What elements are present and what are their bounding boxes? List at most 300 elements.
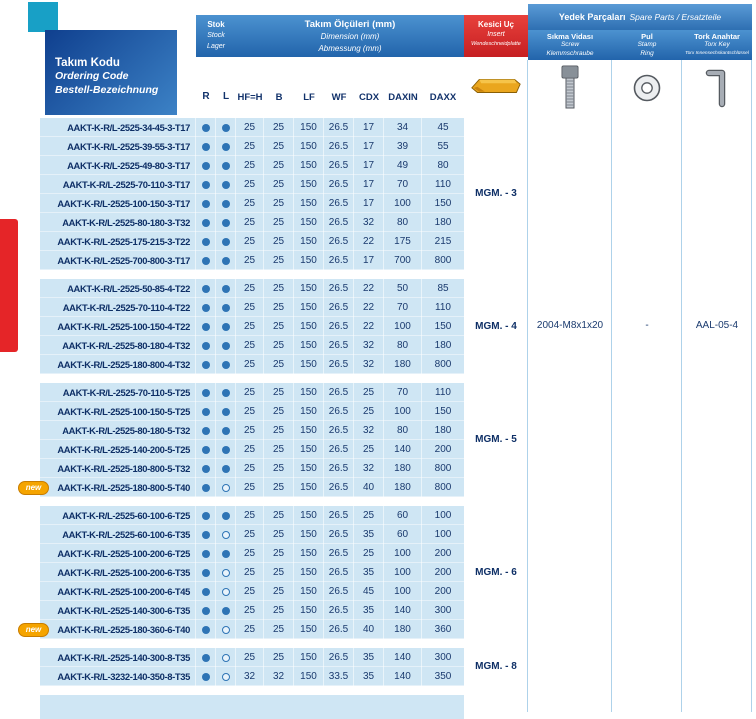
new-badge: new	[18, 481, 49, 495]
screw-title-de: Klemmschraube	[546, 49, 594, 57]
dim-lf: 150	[294, 601, 324, 620]
dim-cdx: 17	[354, 251, 384, 270]
torx-key-code: AAL-05-4	[695, 320, 739, 331]
insert-type-label: MGM. - 4	[475, 320, 517, 332]
dim-cdx: 25	[354, 544, 384, 563]
catalog-row	[40, 336, 464, 355]
dim-hf-h: 32	[236, 667, 264, 686]
dim-daxin: 60	[384, 525, 422, 544]
screw-part-number: 2004-M8x1x20	[536, 320, 604, 331]
dim-hf-h: 25	[236, 355, 264, 374]
dim-b: 25	[264, 544, 294, 563]
r-stock-dot	[202, 257, 210, 265]
dim-daxin: 100	[384, 402, 422, 421]
l-stock-dot	[222, 626, 230, 634]
dim-wf: 26.5	[324, 156, 354, 175]
dim-daxx: 100	[434, 529, 452, 540]
dim-wf: 33.5	[324, 667, 354, 686]
row-group	[25, 506, 464, 639]
l-stock-dot	[222, 569, 230, 577]
ordering-code: AAKT-K-R/L-2525-180-800-5-T40	[40, 478, 196, 497]
dim-wf: 26.5	[324, 440, 354, 459]
dim-lf: 150	[294, 459, 324, 478]
l-stock-cell	[216, 440, 236, 459]
dimensions-title-tr: Takım Ölçüleri (mm)	[304, 19, 396, 30]
r-stock-dot	[202, 654, 210, 662]
r-stock-cell	[196, 355, 216, 374]
l-stock-cell	[216, 667, 236, 686]
dim-daxin: 100	[384, 582, 422, 601]
dim-b: 25	[264, 478, 294, 497]
dim-hf-h: 25	[236, 383, 264, 402]
stock-title-tr: Stok	[207, 20, 225, 29]
dim-daxx: 300	[434, 652, 452, 663]
screw-header	[528, 30, 612, 60]
dim-hf-h: 25	[236, 459, 264, 478]
dim-b: 25	[264, 156, 294, 175]
insert-image-cell	[464, 57, 528, 115]
dim-lf: 150	[294, 440, 324, 459]
ordering-code: AAKT-K-R/L-2525-70-110-4-T22	[40, 298, 196, 317]
r-stock-cell	[196, 156, 216, 175]
dim-cdx: 22	[354, 298, 384, 317]
dim-cdx: 17	[354, 118, 384, 137]
dim-daxin: 140	[384, 601, 422, 620]
l-stock-cell	[216, 620, 236, 639]
dim-wf: 26.5	[324, 175, 354, 194]
r-stock-dot	[202, 465, 210, 473]
dimensions-title-en: Dimension (mm)	[320, 32, 380, 41]
dim-b: 25	[264, 118, 294, 137]
r-stock-cell	[196, 648, 216, 667]
dim-b: 25	[264, 175, 294, 194]
dim-lf: 150	[294, 317, 324, 336]
ordering-code-title-de: Bestell-Bezeichnung	[55, 83, 159, 96]
col-lf-label: LF	[303, 91, 315, 103]
dim-b: 25	[264, 194, 294, 213]
catalog-row	[40, 667, 464, 686]
r-stock-cell	[196, 440, 216, 459]
dim-daxx: 110	[435, 179, 451, 190]
dim-b: 25	[264, 336, 294, 355]
ordering-code: AAKT-K-R/L-2525-100-200-6-T45	[40, 582, 196, 601]
dim-b: 25	[264, 440, 294, 459]
dim-daxx: 215	[434, 236, 452, 247]
dim-b: 25	[264, 525, 294, 544]
catalog-row	[40, 383, 464, 402]
dim-wf: 26.5	[324, 279, 354, 298]
dimension-column-labels	[236, 57, 464, 115]
dim-hf-h: 25	[236, 544, 264, 563]
dim-lf: 150	[294, 232, 324, 251]
row-group	[40, 279, 464, 374]
r-stock-cell	[196, 213, 216, 232]
col-l-label: L	[222, 90, 230, 102]
dim-wf: 26.5	[324, 582, 354, 601]
l-stock-dot	[222, 143, 230, 151]
col-daxx-label: DAXX	[429, 91, 457, 103]
ordering-code: AAKT-K-R/L-2525-175-215-3-T22	[40, 232, 196, 251]
l-stock-cell	[216, 213, 236, 232]
ordering-code: AAKT-K-R/L-2525-700-800-3-T17	[40, 251, 196, 270]
catalog-row	[25, 620, 464, 639]
r-stock-dot	[202, 484, 210, 492]
dim-lf: 150	[294, 667, 324, 686]
torx-header	[682, 30, 752, 60]
catalog-row	[40, 251, 464, 270]
l-stock-dot	[222, 408, 230, 416]
col-b-label: B	[275, 91, 283, 103]
dim-cdx: 32	[354, 459, 384, 478]
screw-icon-cell	[528, 60, 612, 115]
catalog-row	[40, 544, 464, 563]
screw-icon	[558, 65, 582, 111]
l-stock-dot	[222, 465, 230, 473]
catalog-row	[40, 298, 464, 317]
r-stock-dot	[202, 238, 210, 246]
catalog-row	[40, 648, 464, 667]
r-stock-cell	[196, 175, 216, 194]
r-stock-dot	[202, 512, 210, 520]
dim-daxx: 800	[434, 359, 452, 370]
dim-hf-h: 25	[236, 525, 264, 544]
dim-daxin: 100	[384, 194, 422, 213]
l-stock-dot	[222, 323, 230, 331]
r-stock-dot	[202, 626, 210, 634]
dim-hf-h: 25	[236, 478, 264, 497]
dim-cdx: 22	[354, 279, 384, 298]
insert-header	[464, 15, 528, 57]
r-stock-cell	[196, 421, 216, 440]
dim-lf: 150	[294, 156, 324, 175]
dim-lf: 150	[294, 194, 324, 213]
ordering-code-title-en: Ordering Code	[55, 70, 129, 82]
ordering-code: AAKT-K-R/L-2525-49-80-3-T17	[40, 156, 196, 175]
dim-cdx: 25	[354, 440, 384, 459]
l-stock-dot	[222, 550, 230, 558]
dim-hf-h: 25	[236, 175, 264, 194]
spare-parts-title-en-de: Spare Parts / Ersatzteile	[629, 12, 722, 22]
ordering-code: AAKT-K-R/L-2525-140-300-6-T35	[40, 601, 196, 620]
dimensions-title-de: Abmessung (mm)	[318, 44, 382, 53]
dim-lf: 150	[294, 506, 324, 525]
table-footer-strip	[40, 695, 464, 719]
l-stock-dot	[222, 484, 230, 492]
l-stock-dot	[222, 427, 230, 435]
dim-b: 25	[264, 620, 294, 639]
r-stock-cell	[196, 563, 216, 582]
dim-lf: 150	[294, 648, 324, 667]
l-stock-cell	[216, 251, 236, 270]
l-stock-cell	[216, 279, 236, 298]
l-stock-cell	[216, 506, 236, 525]
dim-hf-h: 25	[236, 648, 264, 667]
dim-b: 25	[264, 383, 294, 402]
col-hf-label: HF=H	[237, 91, 263, 103]
catalog-row	[40, 421, 464, 440]
dim-lf: 150	[294, 383, 324, 402]
r-stock-cell	[196, 232, 216, 251]
l-stock-dot	[222, 304, 230, 312]
r-stock-cell	[196, 667, 216, 686]
dim-hf-h: 25	[236, 506, 264, 525]
r-stock-dot	[202, 181, 210, 189]
l-stock-cell	[216, 175, 236, 194]
dim-wf: 26.5	[324, 213, 354, 232]
r-stock-dot	[202, 550, 210, 558]
dim-b: 25	[264, 279, 294, 298]
dim-daxx: 350	[434, 671, 452, 682]
r-stock-dot	[202, 200, 210, 208]
dim-b: 25	[264, 582, 294, 601]
dim-cdx: 17	[354, 175, 384, 194]
l-stock-dot	[222, 588, 230, 596]
dim-daxin: 180	[384, 478, 422, 497]
r-stock-cell	[196, 118, 216, 137]
dim-hf-h: 25	[236, 440, 264, 459]
ordering-code: AAKT-K-R/L-2525-180-360-6-T40	[40, 620, 196, 639]
l-stock-cell	[216, 137, 236, 156]
r-stock-dot	[202, 607, 210, 615]
ordering-code: AAKT-K-R/L-2525-100-150-5-T25	[40, 402, 196, 421]
dim-daxx: 800	[434, 255, 452, 266]
row-group	[40, 118, 464, 270]
dim-cdx: 35	[354, 563, 384, 582]
l-stock-cell	[216, 648, 236, 667]
dim-wf: 26.5	[324, 620, 354, 639]
divider	[611, 60, 612, 712]
row-group	[40, 648, 464, 686]
r-stock-cell	[196, 544, 216, 563]
dim-b: 25	[264, 137, 294, 156]
stamp-header	[612, 30, 682, 60]
stock-column-labels	[196, 57, 236, 115]
dim-lf: 150	[294, 279, 324, 298]
dim-cdx: 35	[354, 667, 384, 686]
dim-b: 25	[264, 355, 294, 374]
r-stock-dot	[202, 427, 210, 435]
catalog-row	[25, 478, 464, 497]
dim-b: 25	[264, 459, 294, 478]
l-stock-dot	[222, 607, 230, 615]
dim-wf: 26.5	[324, 383, 354, 402]
dim-hf-h: 25	[236, 213, 264, 232]
stamp-title-de: Ring	[640, 49, 654, 57]
l-stock-dot	[222, 257, 230, 265]
dim-daxx: 200	[434, 548, 452, 559]
r-stock-cell	[196, 383, 216, 402]
r-stock-dot	[202, 408, 210, 416]
stock-title-en: Stock	[207, 32, 225, 39]
dim-daxin: 100	[384, 544, 422, 563]
r-stock-cell	[196, 459, 216, 478]
ordering-code: AAKT-K-R/L-2525-140-300-8-T35	[40, 648, 196, 667]
col-cdx-label: CDX	[358, 91, 380, 103]
dim-lf: 150	[294, 355, 324, 374]
ordering-code: AAKT-K-R/L-2525-100-150-4-T22	[40, 317, 196, 336]
dim-daxx: 150	[434, 406, 452, 417]
r-stock-dot	[202, 304, 210, 312]
l-stock-cell	[216, 232, 236, 251]
col-r-label: R	[202, 90, 210, 102]
dim-cdx: 32	[354, 213, 384, 232]
r-stock-cell	[196, 317, 216, 336]
r-stock-cell	[196, 336, 216, 355]
r-stock-cell	[196, 251, 216, 270]
spare-parts-header	[528, 4, 752, 30]
dim-wf: 26.5	[324, 317, 354, 336]
torx-key-icon-cell	[682, 60, 752, 115]
dim-b: 25	[264, 648, 294, 667]
r-stock-dot	[202, 323, 210, 331]
catalog-row	[40, 118, 464, 137]
r-stock-cell	[196, 582, 216, 601]
l-stock-cell	[216, 478, 236, 497]
dim-daxin: 60	[384, 506, 422, 525]
insert-type-label: MGM. - 3	[475, 188, 517, 199]
dim-daxx: 100	[434, 510, 452, 521]
dim-wf: 26.5	[324, 563, 354, 582]
dim-daxin: 70	[384, 298, 422, 317]
dim-daxin: 80	[384, 421, 422, 440]
r-stock-dot	[202, 361, 210, 369]
dim-b: 32	[264, 667, 294, 686]
ordering-code: AAKT-K-R/L-2525-100-200-6-T25	[40, 544, 196, 563]
ordering-code: AAKT-K-R/L-2525-60-100-6-T35	[40, 525, 196, 544]
l-stock-cell	[216, 336, 236, 355]
l-stock-cell	[216, 383, 236, 402]
l-stock-dot	[222, 654, 230, 662]
dim-daxin: 49	[384, 156, 422, 175]
catalog-row	[40, 232, 464, 251]
ordering-code: AAKT-K-R/L-2525-39-55-3-T17	[40, 137, 196, 156]
dim-cdx: 17	[354, 194, 384, 213]
dim-hf-h: 25	[236, 232, 264, 251]
dim-cdx: 35	[354, 648, 384, 667]
dim-cdx: 45	[354, 582, 384, 601]
r-stock-dot	[202, 673, 210, 681]
dim-hf-h: 25	[236, 582, 264, 601]
new-badge: new	[18, 623, 49, 637]
ordering-code: AAKT-K-R/L-2525-100-150-3-T17	[40, 194, 196, 213]
ordering-code: AAKT-K-R/L-2525-100-200-6-T35	[40, 563, 196, 582]
dim-daxin: 180	[384, 459, 422, 478]
dim-lf: 150	[294, 525, 324, 544]
dim-daxx: 110	[435, 387, 451, 398]
dim-hf-h: 25	[236, 421, 264, 440]
dim-lf: 150	[294, 137, 324, 156]
catalog-row	[40, 137, 464, 156]
insert-type-label: MGM. - 5	[475, 434, 517, 445]
dim-wf: 26.5	[324, 506, 354, 525]
l-stock-cell	[216, 194, 236, 213]
r-stock-cell	[196, 525, 216, 544]
l-stock-cell	[216, 317, 236, 336]
ordering-code: AAKT-K-R/L-2525-34-45-3-T17	[40, 118, 196, 137]
l-stock-cell	[216, 156, 236, 175]
dim-cdx: 40	[354, 620, 384, 639]
catalog-row	[40, 506, 464, 525]
dim-hf-h: 25	[236, 251, 264, 270]
dim-hf-h: 25	[236, 137, 264, 156]
ordering-code-header	[45, 30, 177, 115]
r-stock-dot	[202, 389, 210, 397]
ordering-code: AAKT-K-R/L-2525-70-110-3-T17	[40, 175, 196, 194]
l-stock-dot	[222, 238, 230, 246]
dim-daxin: 180	[384, 620, 422, 639]
dim-b: 25	[264, 601, 294, 620]
dim-cdx: 35	[354, 601, 384, 620]
ordering-code: AAKT-K-R/L-3232-140-350-8-T35	[40, 667, 196, 686]
r-stock-dot	[202, 162, 210, 170]
dim-daxx: 180	[434, 217, 452, 228]
dim-lf: 150	[294, 563, 324, 582]
dim-b: 25	[264, 421, 294, 440]
ordering-code: AAKT-K-R/L-2525-50-85-4-T22	[40, 279, 196, 298]
catalog-table	[25, 118, 464, 719]
dim-daxx: 45	[437, 122, 449, 133]
l-stock-dot	[222, 512, 230, 520]
dim-lf: 150	[294, 336, 324, 355]
l-stock-cell	[216, 118, 236, 137]
ordering-code: AAKT-K-R/L-2525-60-100-6-T25	[40, 506, 196, 525]
washer-icon	[632, 73, 662, 103]
dim-lf: 150	[294, 175, 324, 194]
catalog-row	[40, 156, 464, 175]
corner-accent	[28, 2, 58, 32]
dim-hf-h: 25	[236, 563, 264, 582]
dim-cdx: 35	[354, 525, 384, 544]
l-stock-dot	[222, 219, 230, 227]
dim-daxx: 200	[434, 586, 452, 597]
dim-daxin: 140	[384, 667, 422, 686]
l-stock-dot	[222, 124, 230, 132]
dim-b: 25	[264, 563, 294, 582]
dim-wf: 26.5	[324, 194, 354, 213]
dim-hf-h: 25	[236, 402, 264, 421]
catalog-row	[40, 279, 464, 298]
catalog-row	[40, 582, 464, 601]
dim-daxin: 700	[384, 251, 422, 270]
stock-title-de: Lager	[207, 43, 225, 50]
l-stock-cell	[216, 582, 236, 601]
dim-lf: 150	[294, 582, 324, 601]
dim-cdx: 22	[354, 317, 384, 336]
stamp-title-tr: Pul	[641, 32, 653, 41]
dim-daxin: 180	[384, 355, 422, 374]
l-stock-dot	[222, 446, 230, 454]
stamp-title-en: Stamp	[637, 41, 657, 48]
torx-title-tr: Tork Anahtar	[694, 32, 740, 41]
l-stock-dot	[222, 389, 230, 397]
dim-hf-h: 25	[236, 336, 264, 355]
dim-wf: 26.5	[324, 402, 354, 421]
catalog-row	[40, 601, 464, 620]
dim-daxin: 70	[384, 175, 422, 194]
dim-cdx: 25	[354, 383, 384, 402]
l-stock-dot	[222, 200, 230, 208]
dim-wf: 26.5	[324, 421, 354, 440]
catalog-row	[40, 317, 464, 336]
l-stock-cell	[216, 563, 236, 582]
l-stock-cell	[216, 459, 236, 478]
dim-wf: 26.5	[324, 336, 354, 355]
l-stock-cell	[216, 544, 236, 563]
stock-header	[196, 15, 236, 57]
l-stock-dot	[222, 531, 230, 539]
dim-hf-h: 25	[236, 317, 264, 336]
dim-lf: 150	[294, 544, 324, 563]
